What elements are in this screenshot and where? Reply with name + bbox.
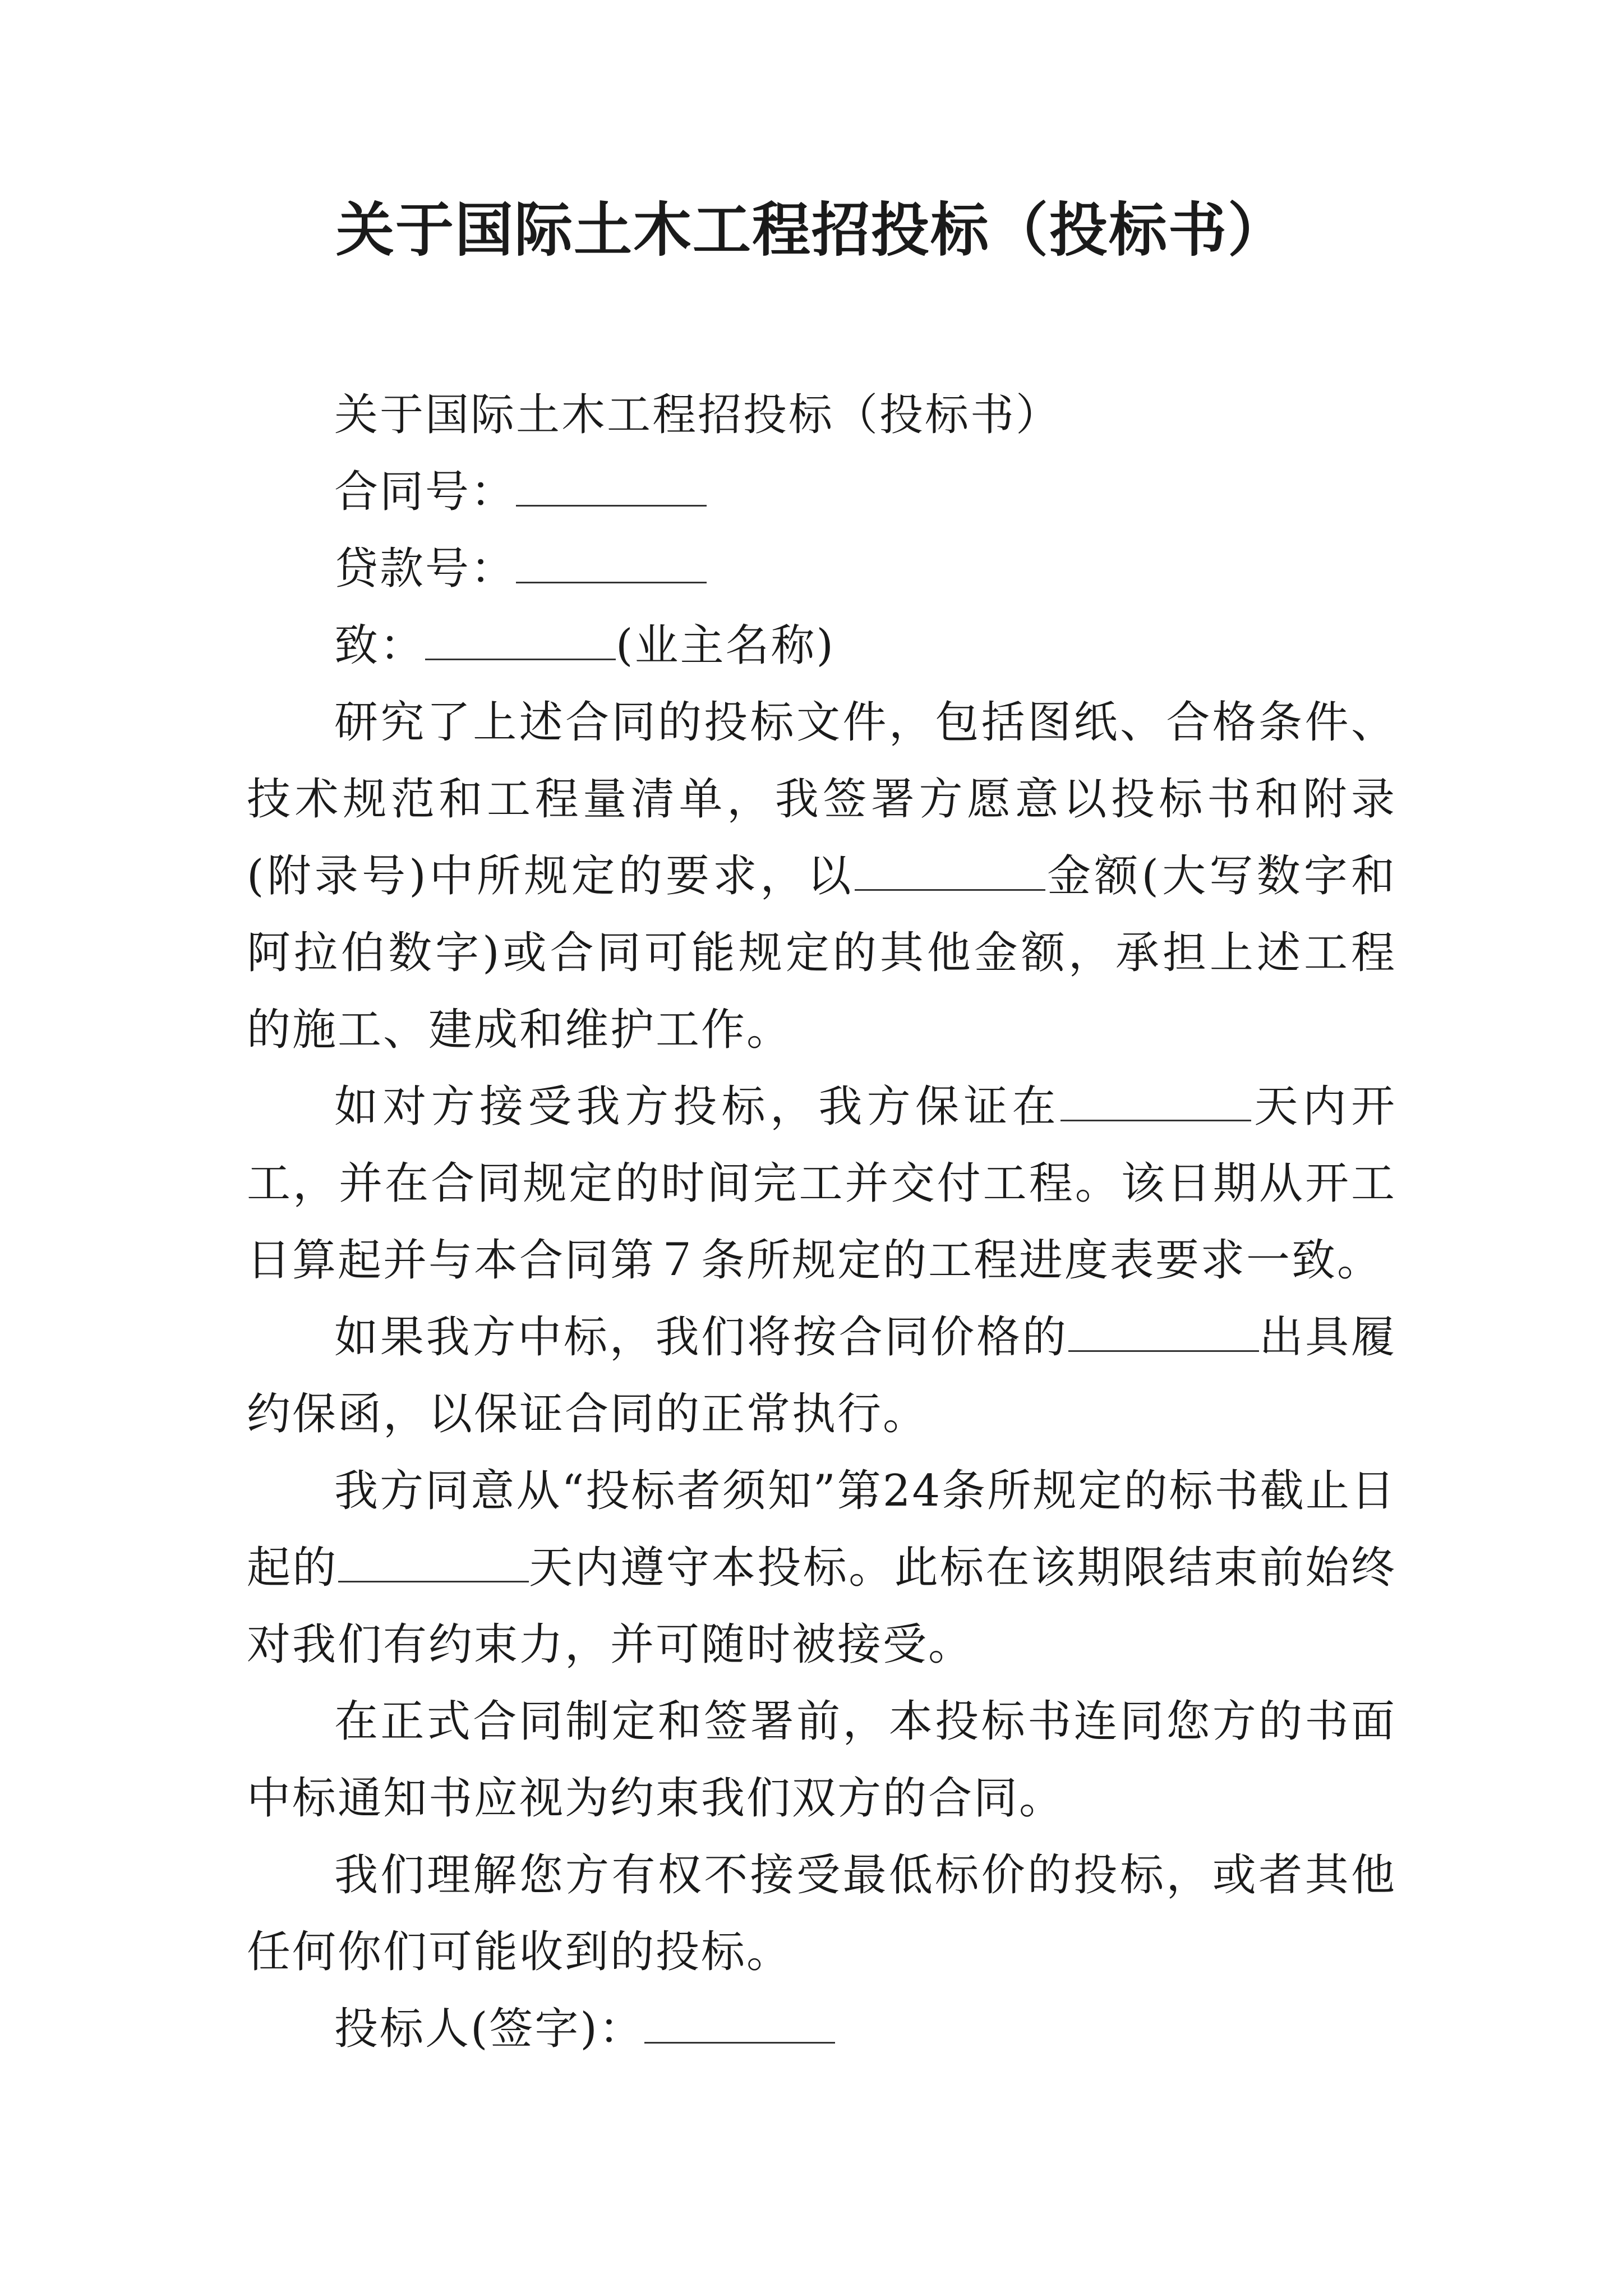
- para3-text-a: 如果我方中标，我们将按合同价格的: [334, 1312, 1068, 1363]
- paragraph-2: [247, 1069, 1396, 1299]
- amount-blank: [855, 850, 1045, 891]
- paragraph-3: [247, 1299, 1396, 1453]
- paragraph-1: [247, 684, 1396, 1069]
- para1-text-b: 金额(大写数字和阿拉伯数字)或合同可能规定的其他金额，承担上述工程的施工、建成和维护工作。: [247, 851, 1396, 1055]
- document-body: [247, 377, 1396, 2068]
- guarantee-percent-blank: [1068, 1311, 1259, 1352]
- para2-text-a: 如对方接受我方投标，我方保证在: [334, 1082, 1061, 1132]
- para6-text: 我们理解您方有权不接受最低标价的投标，或者其他任何你们可能收到的投标。: [247, 1850, 1396, 1977]
- paragraph-6: [247, 1837, 1396, 1991]
- signature-label: 投标人(签字)：: [334, 2004, 644, 2054]
- paragraph-5: [247, 1683, 1396, 1837]
- para2-text-b: 天内开工，并在合同规定的时间完工并交付工程。该日期从开工日算起并与本合同第７条所规定的工程进度表要求一致。: [247, 1082, 1396, 1286]
- owner-name-blank: [425, 619, 616, 660]
- contract-no-blank: [516, 466, 707, 507]
- para3-text-b: 出具履约保函，以保证合同的正常执行。: [247, 1312, 1396, 1439]
- loan-no-line: [247, 531, 1396, 608]
- loan-no-blank: [516, 542, 707, 583]
- para4-text-b: 天内遵守本投标。此标在该期限结束前始终对我们有约束力，并可随时被接受。: [247, 1543, 1396, 1670]
- para1-text-a: 研究了上述合同的投标文件，包括图纸、合格条件、技术规范和工程量清单，我签署方愿意以投标书和附录(附录号)中所规定的要求，以: [247, 697, 1396, 901]
- para5-text: 在正式合同制定和签署前，本投标书连同您方的书面中标通知书应视为约束我们双方的合同。: [247, 1696, 1396, 1824]
- subtitle-line: [247, 377, 1396, 454]
- addressee-line: [247, 608, 1396, 684]
- start-days-blank: [1061, 1080, 1251, 1121]
- loan-no-label: 贷款号：: [334, 544, 517, 594]
- contract-no-line: [247, 454, 1396, 531]
- contract-no-label: 合同号：: [334, 467, 517, 517]
- document-title: 关于国际土木工程招投标（投标书）: [335, 195, 1287, 264]
- to-suffix: (业主名称): [616, 620, 835, 671]
- to-label: 致：: [334, 620, 426, 671]
- para4-text-a: 我方同意从“投标者须知”第24条所规定的标书截止日起的: [247, 1466, 1396, 1593]
- validity-days-blank: [338, 1542, 529, 1582]
- paragraph-4: [247, 1453, 1396, 1683]
- signature-blank: [644, 2003, 835, 2044]
- signature-line: [247, 1991, 1396, 2068]
- subtitle: 关于国际土木工程招投标（投标书）: [334, 390, 1062, 440]
